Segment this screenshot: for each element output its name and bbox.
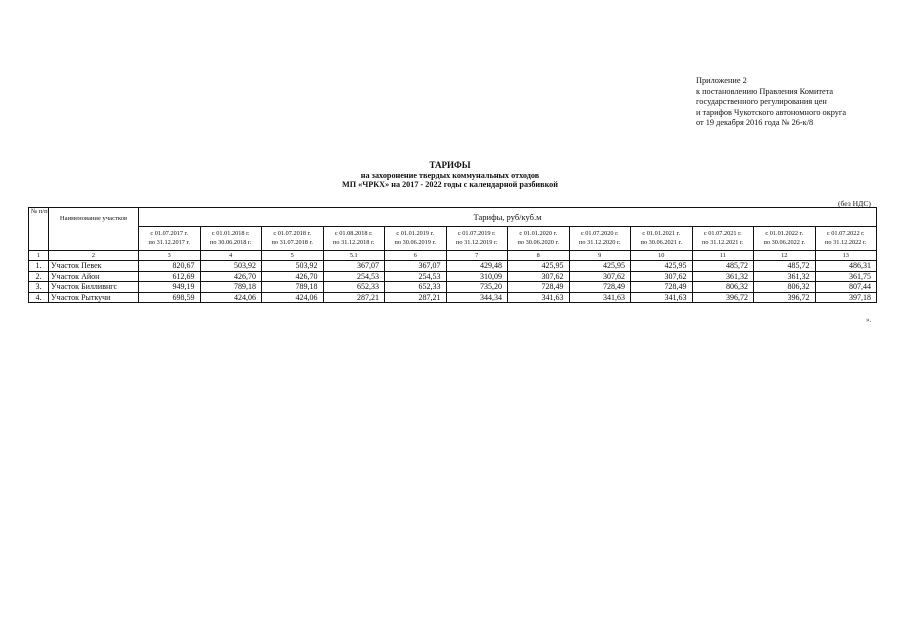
tariff-value: 397,18 (815, 292, 877, 303)
tariff-value: 307,62 (569, 271, 631, 282)
site-name: Участок Рыткучи (49, 292, 139, 303)
tariff-value: 361,75 (815, 271, 877, 282)
tariff-value: 344,34 (446, 292, 508, 303)
column-number: 4 (200, 251, 262, 261)
period-from: с 01.07.2019 г. (457, 230, 496, 237)
column-number: 7 (446, 251, 508, 261)
tariff-value: 341,63 (569, 292, 631, 303)
tariff-value: 361,32 (692, 271, 754, 282)
tariff-value: 367,07 (385, 261, 447, 272)
tariff-value: 949,19 (139, 282, 201, 293)
period-to: по 30.06.2020 г. (517, 238, 559, 246)
tariff-value: 806,32 (692, 282, 754, 293)
tariff-value: 424,06 (262, 292, 324, 303)
tariff-value: 307,62 (508, 271, 570, 282)
column-number: 1 (29, 251, 49, 261)
period-header (262, 227, 324, 251)
tariff-value: 310,09 (446, 271, 508, 282)
period-header (139, 227, 201, 251)
period-to: по 30.06.2022 г. (763, 238, 805, 246)
tariff-value: 254,53 (385, 271, 447, 282)
period-from: с 01.01.2019 г. (396, 230, 435, 237)
tariff-value: 735,20 (446, 282, 508, 293)
period-from: с 01.08.2018 г. (334, 230, 373, 237)
appendix-line: от 19 декабря 2016 года № 26-к/8 (696, 118, 814, 128)
tariff-value: 789,18 (262, 282, 324, 293)
tariff-value: 426,70 (200, 271, 262, 282)
period-header (569, 227, 631, 251)
period-to: по 30.06.2019 г. (394, 238, 436, 246)
tariff-value: 429,48 (446, 261, 508, 272)
table-periods-row (29, 227, 877, 251)
tariff-value: 789,18 (200, 282, 262, 293)
column-number: 13 (815, 251, 877, 261)
column-number: 3 (139, 251, 201, 261)
period-to: по 31.07.2018 г. (271, 238, 313, 246)
period-to: по 31.12.2018 г. (333, 238, 375, 246)
column-number: 2 (49, 251, 139, 261)
row-number: 2. (29, 271, 49, 282)
tariff-value: 485,72 (692, 261, 754, 272)
period-from: с 01.07.2020 г. (580, 230, 619, 237)
corner-mark: ». (866, 316, 872, 324)
appendix-line: Приложение 2 (696, 76, 747, 85)
period-to: по 31.12.2022 г. (825, 238, 867, 246)
column-number: 5.1 (323, 251, 385, 261)
tariff-value: 652,33 (323, 282, 385, 293)
appendix-line: к постановлению Правления Комитета (696, 86, 834, 96)
period-to: по 31.12.2019 г. (456, 238, 498, 246)
site-name: Участок Билливнгс (49, 282, 139, 293)
period-header (446, 227, 508, 251)
period-header (323, 227, 385, 251)
document-title (300, 161, 600, 190)
table-column-numbers-row (29, 251, 877, 261)
period-to: по 30.06.2018 г. (210, 238, 252, 246)
tariff-table (28, 207, 877, 303)
title-subtitle: МП «ЧРКХ» на 2017 - 2022 годы с календарной разбивкой (341, 180, 558, 190)
period-from: с 01.07.2021 г. (703, 230, 742, 237)
tariff-value: 652,33 (385, 282, 447, 293)
site-name: Участок Айон (49, 271, 139, 282)
appendix-line: государственного регулирования цен (696, 97, 827, 107)
tariff-value: 425,95 (569, 261, 631, 272)
tariff-value: 425,95 (508, 261, 570, 272)
period-to: по 31.12.2017 г. (148, 238, 190, 246)
title-main: ТАРИФЫ (429, 160, 471, 170)
table-row (29, 261, 877, 272)
tariff-value: 425,95 (631, 261, 693, 272)
title-subtitle: на захоронение твердых коммунальных отходов (360, 170, 540, 180)
column-number: 9 (569, 251, 631, 261)
period-header (754, 227, 816, 251)
column-number: 12 (754, 251, 816, 261)
column-number: 8 (508, 251, 570, 261)
tariff-value: 503,92 (200, 261, 262, 272)
header-npp: № п/п (29, 208, 49, 251)
tariff-value: 820,67 (139, 261, 201, 272)
row-number: 1. (29, 261, 49, 272)
period-header (815, 227, 877, 251)
tariff-value: 807,44 (815, 282, 877, 293)
tariff-value: 612,69 (139, 271, 201, 282)
period-to: по 31.12.2021 г. (702, 238, 744, 246)
period-header (631, 227, 693, 251)
tariff-value: 486,31 (815, 261, 877, 272)
period-from: с 01.01.2020 г. (519, 230, 558, 237)
tariff-value: 806,32 (754, 282, 816, 293)
tariff-value: 396,72 (692, 292, 754, 303)
period-to: по 31.12.2020 г. (579, 238, 621, 246)
header-tariffs: Тарифы, руб/куб.м (139, 208, 877, 227)
period-from: с 01.01.2021 г. (642, 230, 681, 237)
column-number: 10 (631, 251, 693, 261)
header-name: Наименование участков (49, 208, 139, 251)
row-number: 4. (29, 292, 49, 303)
tariff-value: 698,59 (139, 292, 201, 303)
period-header (692, 227, 754, 251)
tariff-value: 287,21 (385, 292, 447, 303)
site-name: Участок Певек (49, 261, 139, 272)
table-header-row (29, 208, 877, 227)
period-from: с 01.01.2018 г. (211, 230, 250, 237)
tariff-value: 361,32 (754, 271, 816, 282)
table-row (29, 282, 877, 293)
table-row (29, 271, 877, 282)
period-from: с 01.01.2022 г. (765, 230, 804, 237)
column-number: 6 (385, 251, 447, 261)
period-from: с 01.07.2017 г. (150, 230, 189, 237)
tariff-value: 254,53 (323, 271, 385, 282)
tariff-value: 503,92 (262, 261, 324, 272)
tariff-value: 728,49 (508, 282, 570, 293)
period-from: с 01.07.2018 г. (273, 230, 312, 237)
tariff-value: 341,63 (508, 292, 570, 303)
appendix-line: и тарифов Чукотского автономного округа (696, 107, 847, 117)
tariff-value: 728,49 (569, 282, 631, 293)
row-number: 3. (29, 282, 49, 293)
period-header (385, 227, 447, 251)
column-number: 11 (692, 251, 754, 261)
period-header (200, 227, 262, 251)
period-header (508, 227, 570, 251)
appendix-note (696, 76, 896, 129)
tariff-value: 396,72 (754, 292, 816, 303)
table-row (29, 292, 877, 303)
tariff-value: 367,07 (323, 261, 385, 272)
vat-note: (без НДС) (838, 199, 871, 208)
period-to: по 30.06.2021 г. (640, 238, 682, 246)
tariff-value: 426,70 (262, 271, 324, 282)
tariff-value: 485,72 (754, 261, 816, 272)
tariff-value: 341,63 (631, 292, 693, 303)
tariff-value: 287,21 (323, 292, 385, 303)
tariff-value: 728,49 (631, 282, 693, 293)
tariff-value: 424,06 (200, 292, 262, 303)
period-from: с 01.07.2022 г. (826, 230, 865, 237)
column-number: 5 (262, 251, 324, 261)
tariff-value: 307,62 (631, 271, 693, 282)
